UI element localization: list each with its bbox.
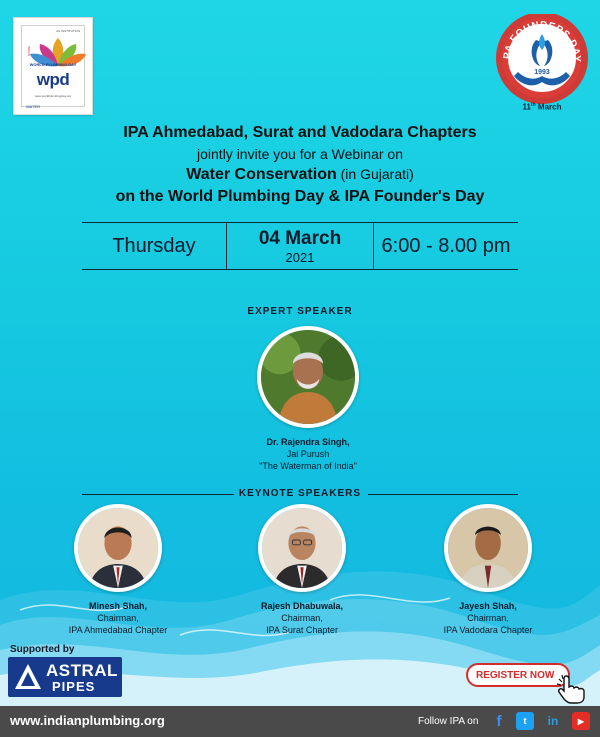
twitter-icon[interactable]: t — [516, 712, 534, 730]
keynote-chapter: IPA Vadodara Chapter — [443, 625, 533, 635]
event-day: Thursday — [112, 234, 196, 257]
headline-chapters: IPA Ahmedabad, Surat and Vadodara Chapters — [123, 124, 477, 141]
founders-year: 1993 — [534, 69, 550, 76]
person-avatar-icon — [448, 508, 528, 588]
expert-speaker-info — [200, 436, 416, 472]
keynote-speaker-info — [38, 600, 198, 636]
expert-speaker-label: EXPERT SPEAKER — [247, 306, 353, 317]
keynote-role: Chairman, — [97, 613, 139, 623]
facebook-icon[interactable]: f — [496, 712, 502, 730]
founders-ring-text: PA FOUNDERS DAY — [501, 19, 583, 63]
wpd-logo-text: wpd — [36, 70, 70, 89]
footer-bar — [0, 706, 600, 737]
keynote-label-text: KEYNOTE SPEAKERS — [238, 488, 362, 499]
caption-day: 11 — [522, 102, 531, 112]
expert-title: Jal Purush — [286, 449, 330, 459]
keynote-name: Rajesh Dhabuwala, — [260, 601, 344, 611]
stamp-top-text: AN INSTITUTION — [56, 29, 80, 33]
keynote-role: Chairman, — [281, 613, 323, 623]
expert-subtitle: "The Waterman of India" — [259, 461, 357, 471]
expert-name: Dr. Rajendra Singh, — [266, 437, 350, 447]
keynote-speaker-photo — [74, 504, 162, 592]
keynote-speaker-info — [408, 600, 568, 636]
topic-bold: Water Conservation — [186, 166, 337, 183]
caption-sup: th — [530, 102, 536, 108]
youtube-icon[interactable]: ▶ — [572, 712, 590, 730]
headline-topic — [0, 166, 600, 184]
keynote-speakers-label — [0, 488, 600, 499]
headline-invite: jointly invite you for a Webinar on — [197, 146, 403, 162]
keynote-role: Chairman, — [467, 613, 509, 623]
stamp-bottom-text: WATER — [26, 104, 40, 109]
keynote-speaker-photo — [258, 504, 346, 592]
keynote-speaker-info — [222, 600, 382, 636]
expert-speaker-photo — [257, 326, 359, 428]
event-datetime-bar — [82, 222, 518, 270]
stamp-tagline: www.worldplumbingday.org — [34, 94, 72, 98]
supported-by-label: Supported by — [10, 644, 75, 655]
event-date-cell — [227, 223, 373, 269]
event-year: 2021 — [285, 249, 315, 265]
person-avatar-icon — [262, 508, 342, 588]
astral-logo-text: ASTRAL — [46, 661, 118, 680]
world-plumbing-day-stamp — [14, 18, 92, 114]
linkedin-icon[interactable]: in — [547, 714, 559, 728]
keynote-name: Minesh Shah, — [88, 601, 147, 611]
astral-pipes-logo — [8, 657, 122, 697]
pipes-logo-text: PIPES — [52, 679, 96, 694]
hand-pointer-icon — [556, 674, 588, 704]
topic-language: (in Gujarati) — [336, 166, 414, 182]
follow-label: Follow IPA on — [418, 716, 479, 727]
headline-occasion: on the World Plumbing Day & IPA Founder's Day — [115, 188, 485, 205]
register-now-button[interactable]: REGISTER NOW — [466, 663, 570, 687]
person-avatar-icon — [261, 330, 355, 424]
ipa-founders-day-logo — [496, 14, 588, 116]
keynote-chapter: IPA Ahmedabad Chapter — [68, 625, 168, 635]
website-link[interactable]: www.indianplumbing.org — [10, 713, 165, 728]
person-avatar-icon — [78, 508, 158, 588]
caption-month: March — [535, 102, 562, 112]
stamp-left-text: INDIAN — [27, 46, 31, 57]
keynote-chapter: IPA Surat Chapter — [266, 625, 338, 635]
founders-date-caption — [496, 102, 588, 112]
event-date: 04 March — [258, 227, 342, 249]
stamp-world-plumbing-day: WORLD PLUMBING DAY — [29, 62, 77, 67]
astral-triangle-icon — [13, 662, 43, 692]
founders-day-emblem-icon — [496, 14, 588, 104]
event-time: 6:00 - 8.00 pm — [381, 234, 511, 257]
keynote-name: Jayesh Shah, — [459, 601, 517, 611]
keynote-speaker-photo — [444, 504, 532, 592]
